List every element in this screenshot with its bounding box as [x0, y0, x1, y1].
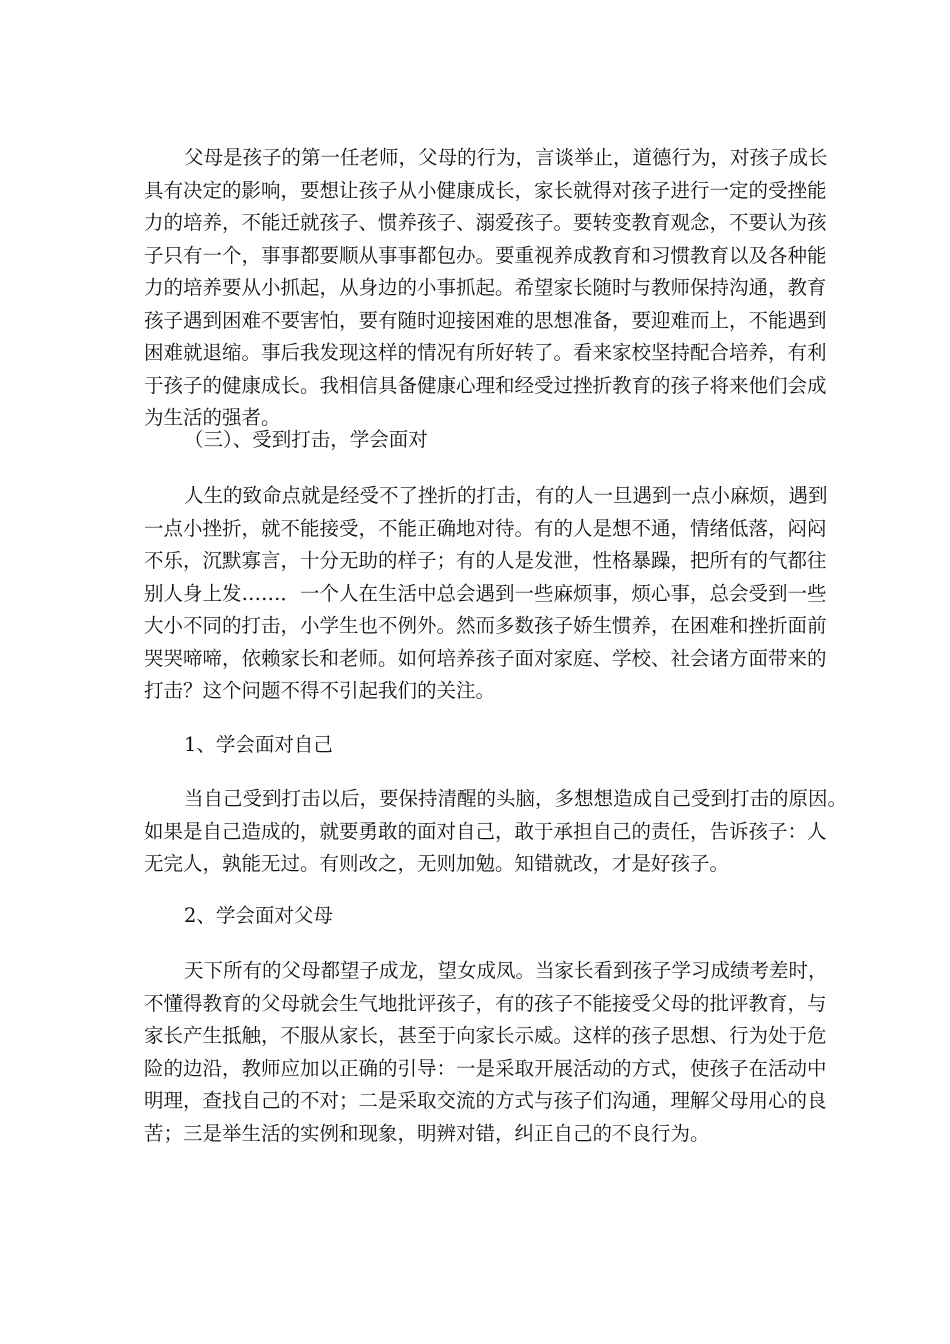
paragraph-line: 力的培养要从小抓起，从身边的小事抓起。希望家长随时与教师保持沟通，教育 [144, 276, 827, 299]
paragraph-line: 不懂得教育的父母就会生气地批评孩子，有的孩子不能接受父母的批评教育，与 [144, 991, 827, 1015]
paragraph-line: 为生活的强者。 [144, 406, 281, 429]
paragraph-line: 父母是孩子的第一任老师，父母的行为，言谈举止，道德行为，对孩子成长 [184, 146, 828, 169]
subheading-face-parents: 2、学会面对父母 [184, 904, 333, 927]
paragraph-line: 孩子遇到困难不要害怕，要有随时迎接困难的思想准备，要迎难而上，不能遇到 [144, 308, 827, 332]
paragraph-line: 如果是自己造成的，就要勇敢的面对自己，敢于承担自己的责任，告诉孩子：人 [144, 819, 827, 843]
paragraph-line: 不乐，沉默寡言，十分无助的样子；有的人是发泄，性格暴躁，把所有的气都往 [144, 549, 827, 572]
section-heading: （三）、受到打击，学会面对 [184, 428, 428, 451]
paragraph-line: 明理，查找自己的不对；二是采取交流的方式与孩子们沟通，理解父母用心的良 [144, 1089, 827, 1112]
paragraph-line: 打击？这个问题不得不引起我们的关注。 [144, 679, 496, 702]
paragraph-line: 天下所有的父母都望子成龙，望女成凤。当家长看到孩子学习成绩考差时， [184, 959, 828, 982]
paragraph-line: 力的培养，不能迁就孩子、惯养孩子、溺爱孩子。要转变教育观念，不要认为孩 [144, 211, 827, 234]
subheading-face-self: 1、学会面对自己 [184, 733, 333, 756]
paragraph-line: 别人身上发……．一个人在生活中总会遇到一些麻烦事，烦心事，总会受到一些 [144, 581, 827, 605]
paragraph-line: 人生的致命点就是经受不了挫折的打击，有的人一旦遇到一点小麻烦，遇到 [184, 484, 828, 507]
paragraph-line: 具有决定的影响，要想让孩子从小健康成长，家长就得对孩子进行一定的受挫能 [144, 178, 827, 202]
paragraph-line: 家长产生抵触，不服从家长，甚至于向家长示威。这样的孩子思想、行为处于危 [144, 1024, 827, 1047]
paragraph-face-self [144, 783, 848, 881]
paragraph-line: 一点小挫折，就不能接受，不能正确地对待。有的人是想不通，情绪低落，闷闷 [144, 516, 827, 540]
paragraph-line: 大小不同的打击，小学生也不例外。然而多数孩子娇生惯养，在困难和挫折面前 [144, 614, 827, 637]
paragraph-line: 哭哭啼啼，依赖家长和老师。如何培养孩子面对家庭、学校、社会诸方面带来的 [144, 646, 827, 670]
paragraph-line: 无完人，孰能无过。有则改之，无则加勉。知错就改，才是好孩子。 [144, 852, 730, 875]
paragraph-line: 险的边沿，教师应加以正确的引导：一是采取开展活动的方式，使孩子在活动中 [144, 1056, 827, 1080]
paragraph-parent-influence [144, 142, 828, 435]
paragraph-face-parents [144, 955, 828, 1150]
paragraph-line: 困难就退缩。事后我发现这样的情况有所好转了。看来家校坚持配合培养，有利 [144, 341, 827, 364]
paragraph-line: 当自己受到打击以后，要保持清醒的头脑，多想想造成自己受到打击的原因。 [184, 787, 848, 810]
paragraph-line: 于孩子的健康成长。我相信具备健康心理和经受过挫折教育的孩子将来他们会成 [144, 373, 827, 397]
paragraph-line: 苦；三是举生活的实例和现象，明辨对错，纠正自己的不良行为。 [144, 1121, 710, 1145]
paragraph-line: 子只有一个，事事都要顺从事事都包办。要重视养成教育和习惯教育以及各种能 [144, 243, 827, 267]
paragraph-facing-blows [144, 480, 828, 708]
